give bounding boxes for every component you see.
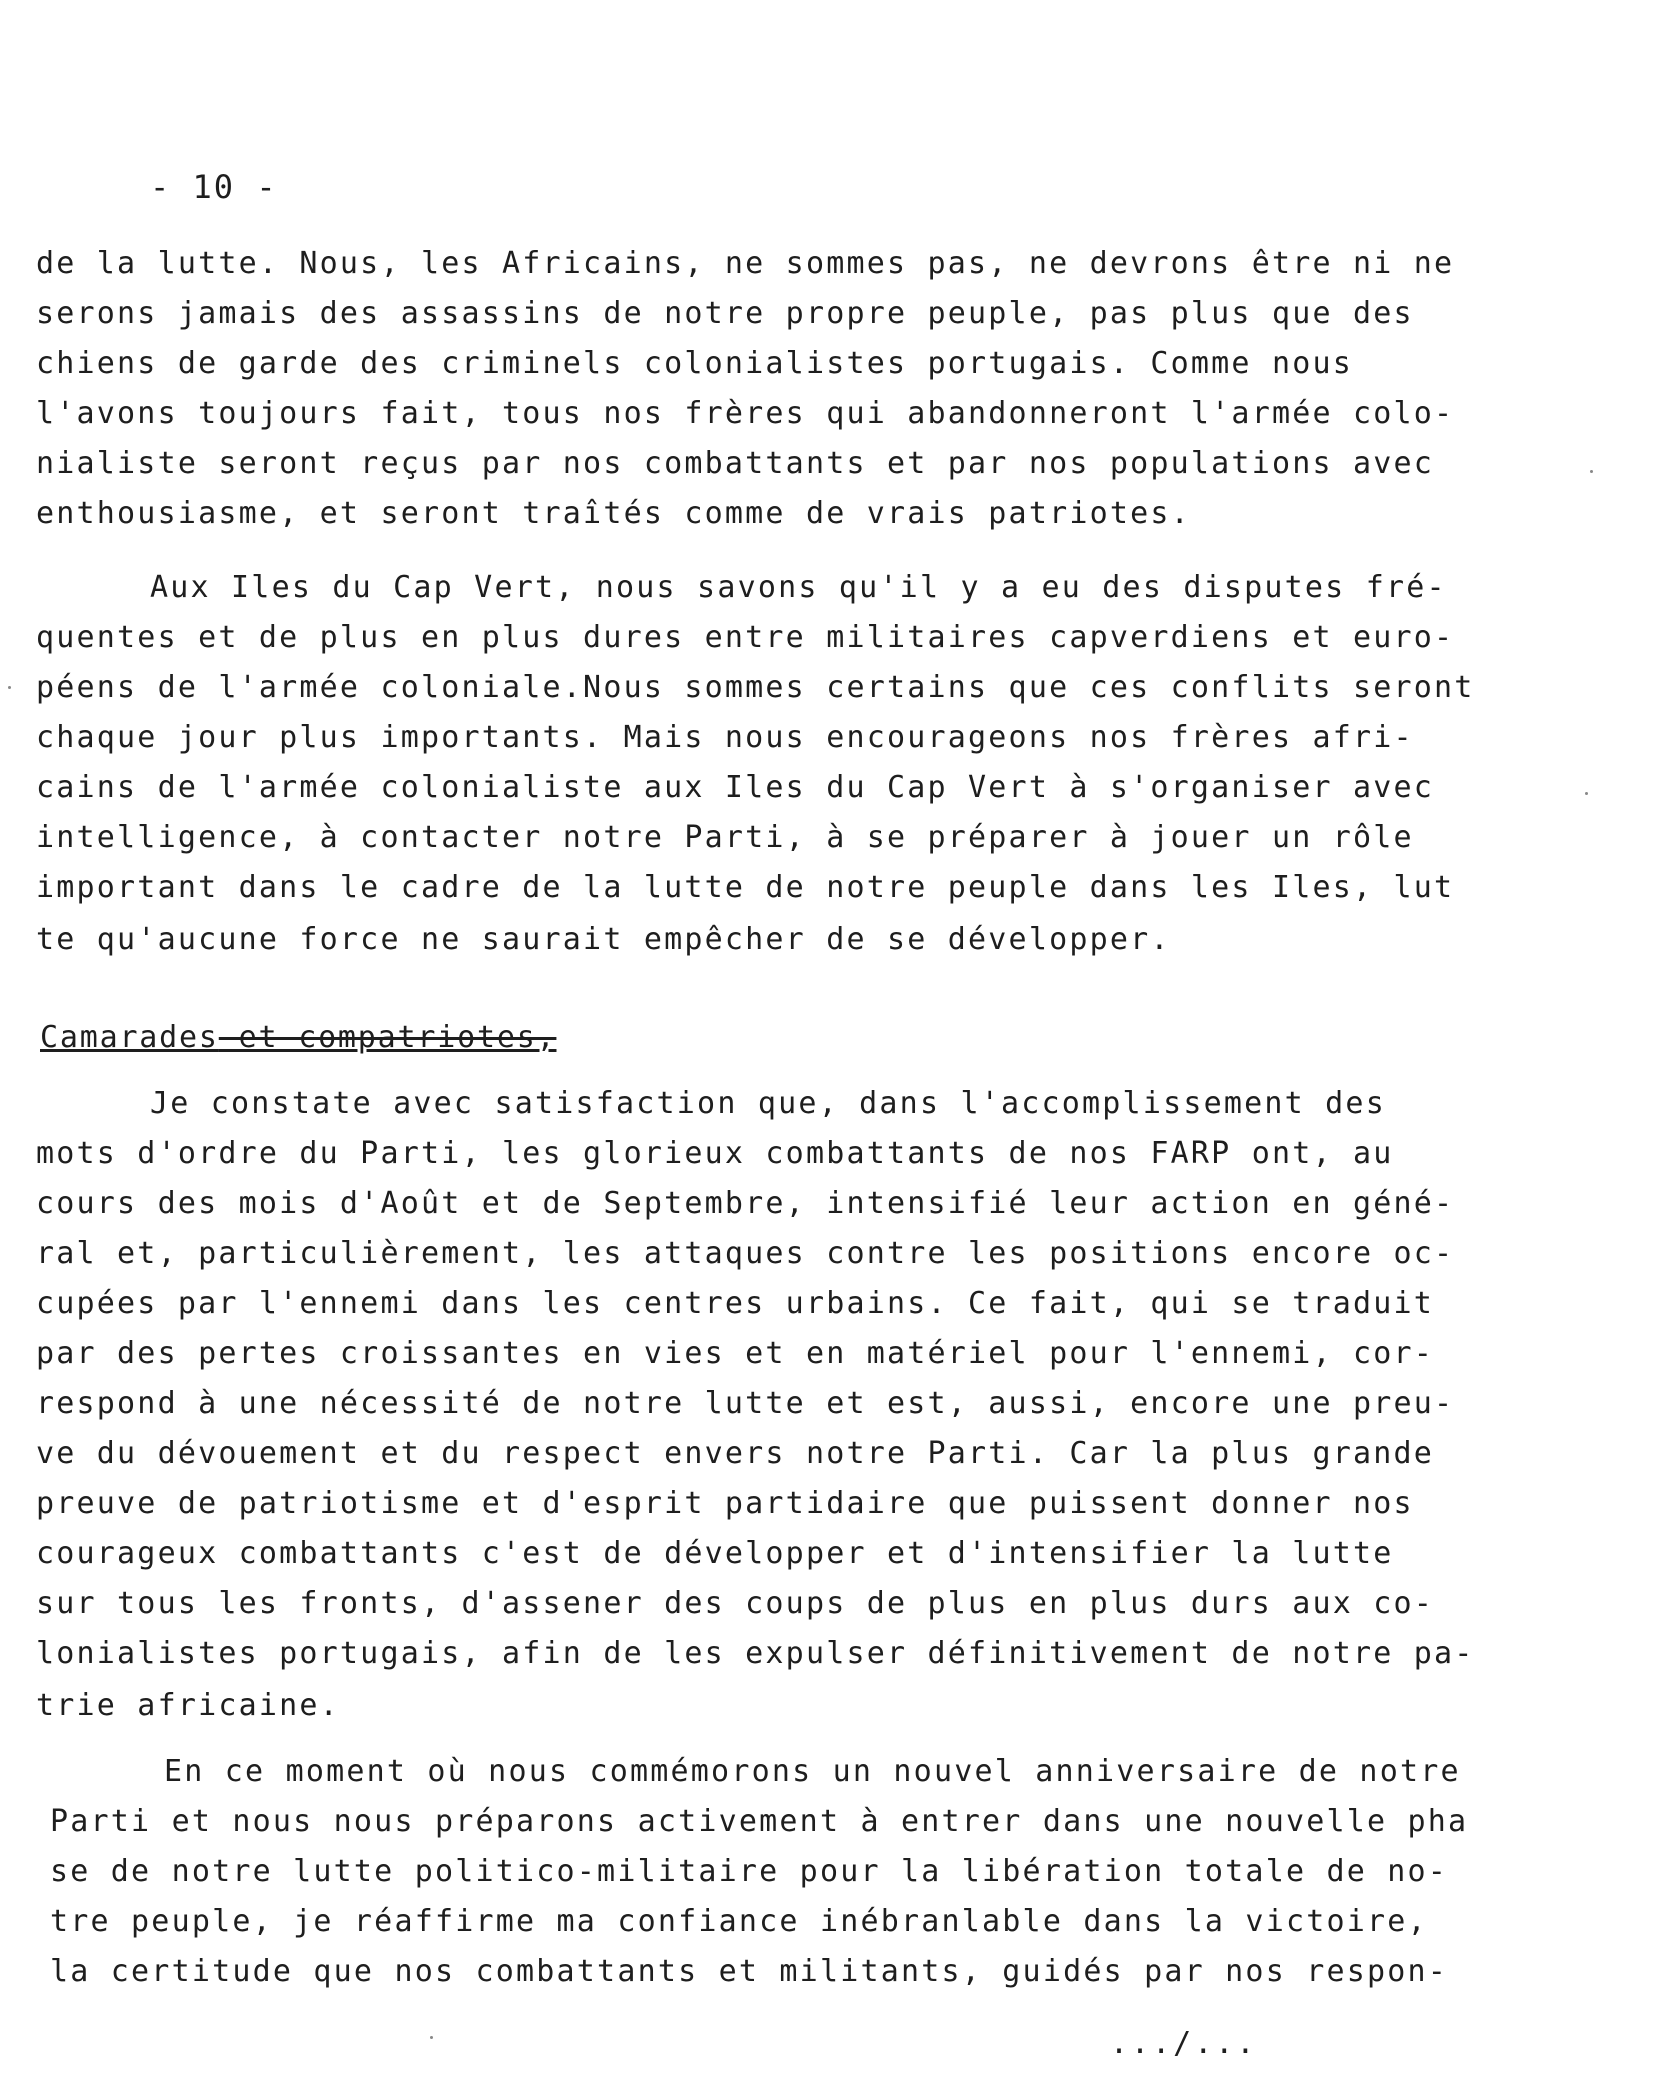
- text-line: cours des mois d'Août et de Septembre, intensifié leur action en géné-: [36, 1186, 1455, 1221]
- text-line: courageux combattants c'est de développer et d'intensifier la lutte: [36, 1536, 1394, 1571]
- text-line: cains de l'armée colonialiste aux Iles du Cap Vert à s'organiser avec: [36, 770, 1435, 805]
- text-line: sur tous les fronts, d'assener des coups de plus en plus durs aux co-: [36, 1586, 1435, 1621]
- heading-main: Camarades: [40, 1020, 219, 1055]
- text-line: chaque jour plus importants. Mais nous encourageons nos frères afri-: [36, 720, 1414, 755]
- scan-speck: [8, 686, 11, 689]
- text-line: trie africaine.: [36, 1688, 340, 1723]
- text-line: cupées par l'ennemi dans les centres urbains. Ce fait, qui se traduit: [36, 1286, 1435, 1321]
- text-line: En ce moment où nous commémorons un nouvel anniversaire de notre: [164, 1754, 1461, 1789]
- text-line: l'avons toujours fait, tous nos frères qui abandonneront l'armée colo-: [36, 396, 1455, 431]
- text-line: serons jamais des assassins de notre propre peuple, pas plus que des: [36, 296, 1414, 331]
- section-heading: [40, 1020, 556, 1056]
- text-line: lonialistes portugais, afin de les expulser définitivement de notre pa-: [36, 1636, 1475, 1671]
- text-line: ral et, particulièrement, les attaques contre les positions encore oc-: [36, 1236, 1455, 1271]
- text-line: Parti et nous nous préparons activement à entrer dans une nouvelle pha: [50, 1804, 1469, 1839]
- text-line: intelligence, à contacter notre Parti, à se préparer à jouer un rôle: [36, 820, 1414, 855]
- text-line: mots d'ordre du Parti, les glorieux combattants de nos FARP ont, au: [36, 1136, 1394, 1171]
- heading-struck-text: et compatriotes,: [218, 1020, 557, 1055]
- scan-speck: [430, 2036, 433, 2039]
- page-number: - 10 -: [150, 168, 278, 206]
- text-line: se de notre lutte politico-militaire pour la libération totale de no-: [50, 1854, 1449, 1889]
- text-line: la certitude que nos combattants et militants, guidés par nos respon-: [50, 1954, 1449, 1989]
- text-line: te qu'aucune force ne saurait empêcher de se développer.: [36, 922, 1171, 957]
- text-line: ve du dévouement et du respect envers notre Parti. Car la plus grande: [36, 1436, 1435, 1471]
- text-line: Je constate avec satisfaction que, dans l'accomplissement des: [150, 1086, 1386, 1121]
- text-line: chiens de garde des criminels colonialistes portugais. Comme nous: [36, 346, 1353, 381]
- text-line: de la lutte. Nous, les Africains, ne sommes pas, ne devrons être ni ne: [36, 246, 1455, 281]
- text-line: par des pertes croissantes en vies et en matériel pour l'ennemi, cor-: [36, 1336, 1435, 1371]
- continuation-marker: .../...: [1110, 2026, 1258, 2061]
- text-line: tre peuple, je réaffirme ma confiance inébranlable dans la victoire,: [50, 1904, 1428, 1939]
- text-line: Aux Iles du Cap Vert, nous savons qu'il y a eu des disputes fré-: [150, 570, 1447, 605]
- text-line: important dans le cadre de la lutte de notre peuple dans les Iles, lut: [36, 870, 1455, 905]
- text-line: nialiste seront reçus par nos combattants et par nos populations avec: [36, 446, 1435, 481]
- scan-speck: [1585, 792, 1588, 795]
- text-line: quentes et de plus en plus dures entre militaires capverdiens et euro-: [36, 620, 1455, 655]
- scan-speck: [1590, 470, 1593, 473]
- text-line: enthousiasme, et seront traîtés comme de vrais patriotes.: [36, 496, 1191, 531]
- text-line: respond à une nécessité de notre lutte et est, aussi, encore une preu-: [36, 1386, 1455, 1421]
- text-line: péens de l'armée coloniale.Nous sommes certains que ces conflits seront: [36, 670, 1475, 705]
- text-line: preuve de patriotisme et d'esprit partidaire que puissent donner nos: [36, 1486, 1414, 1521]
